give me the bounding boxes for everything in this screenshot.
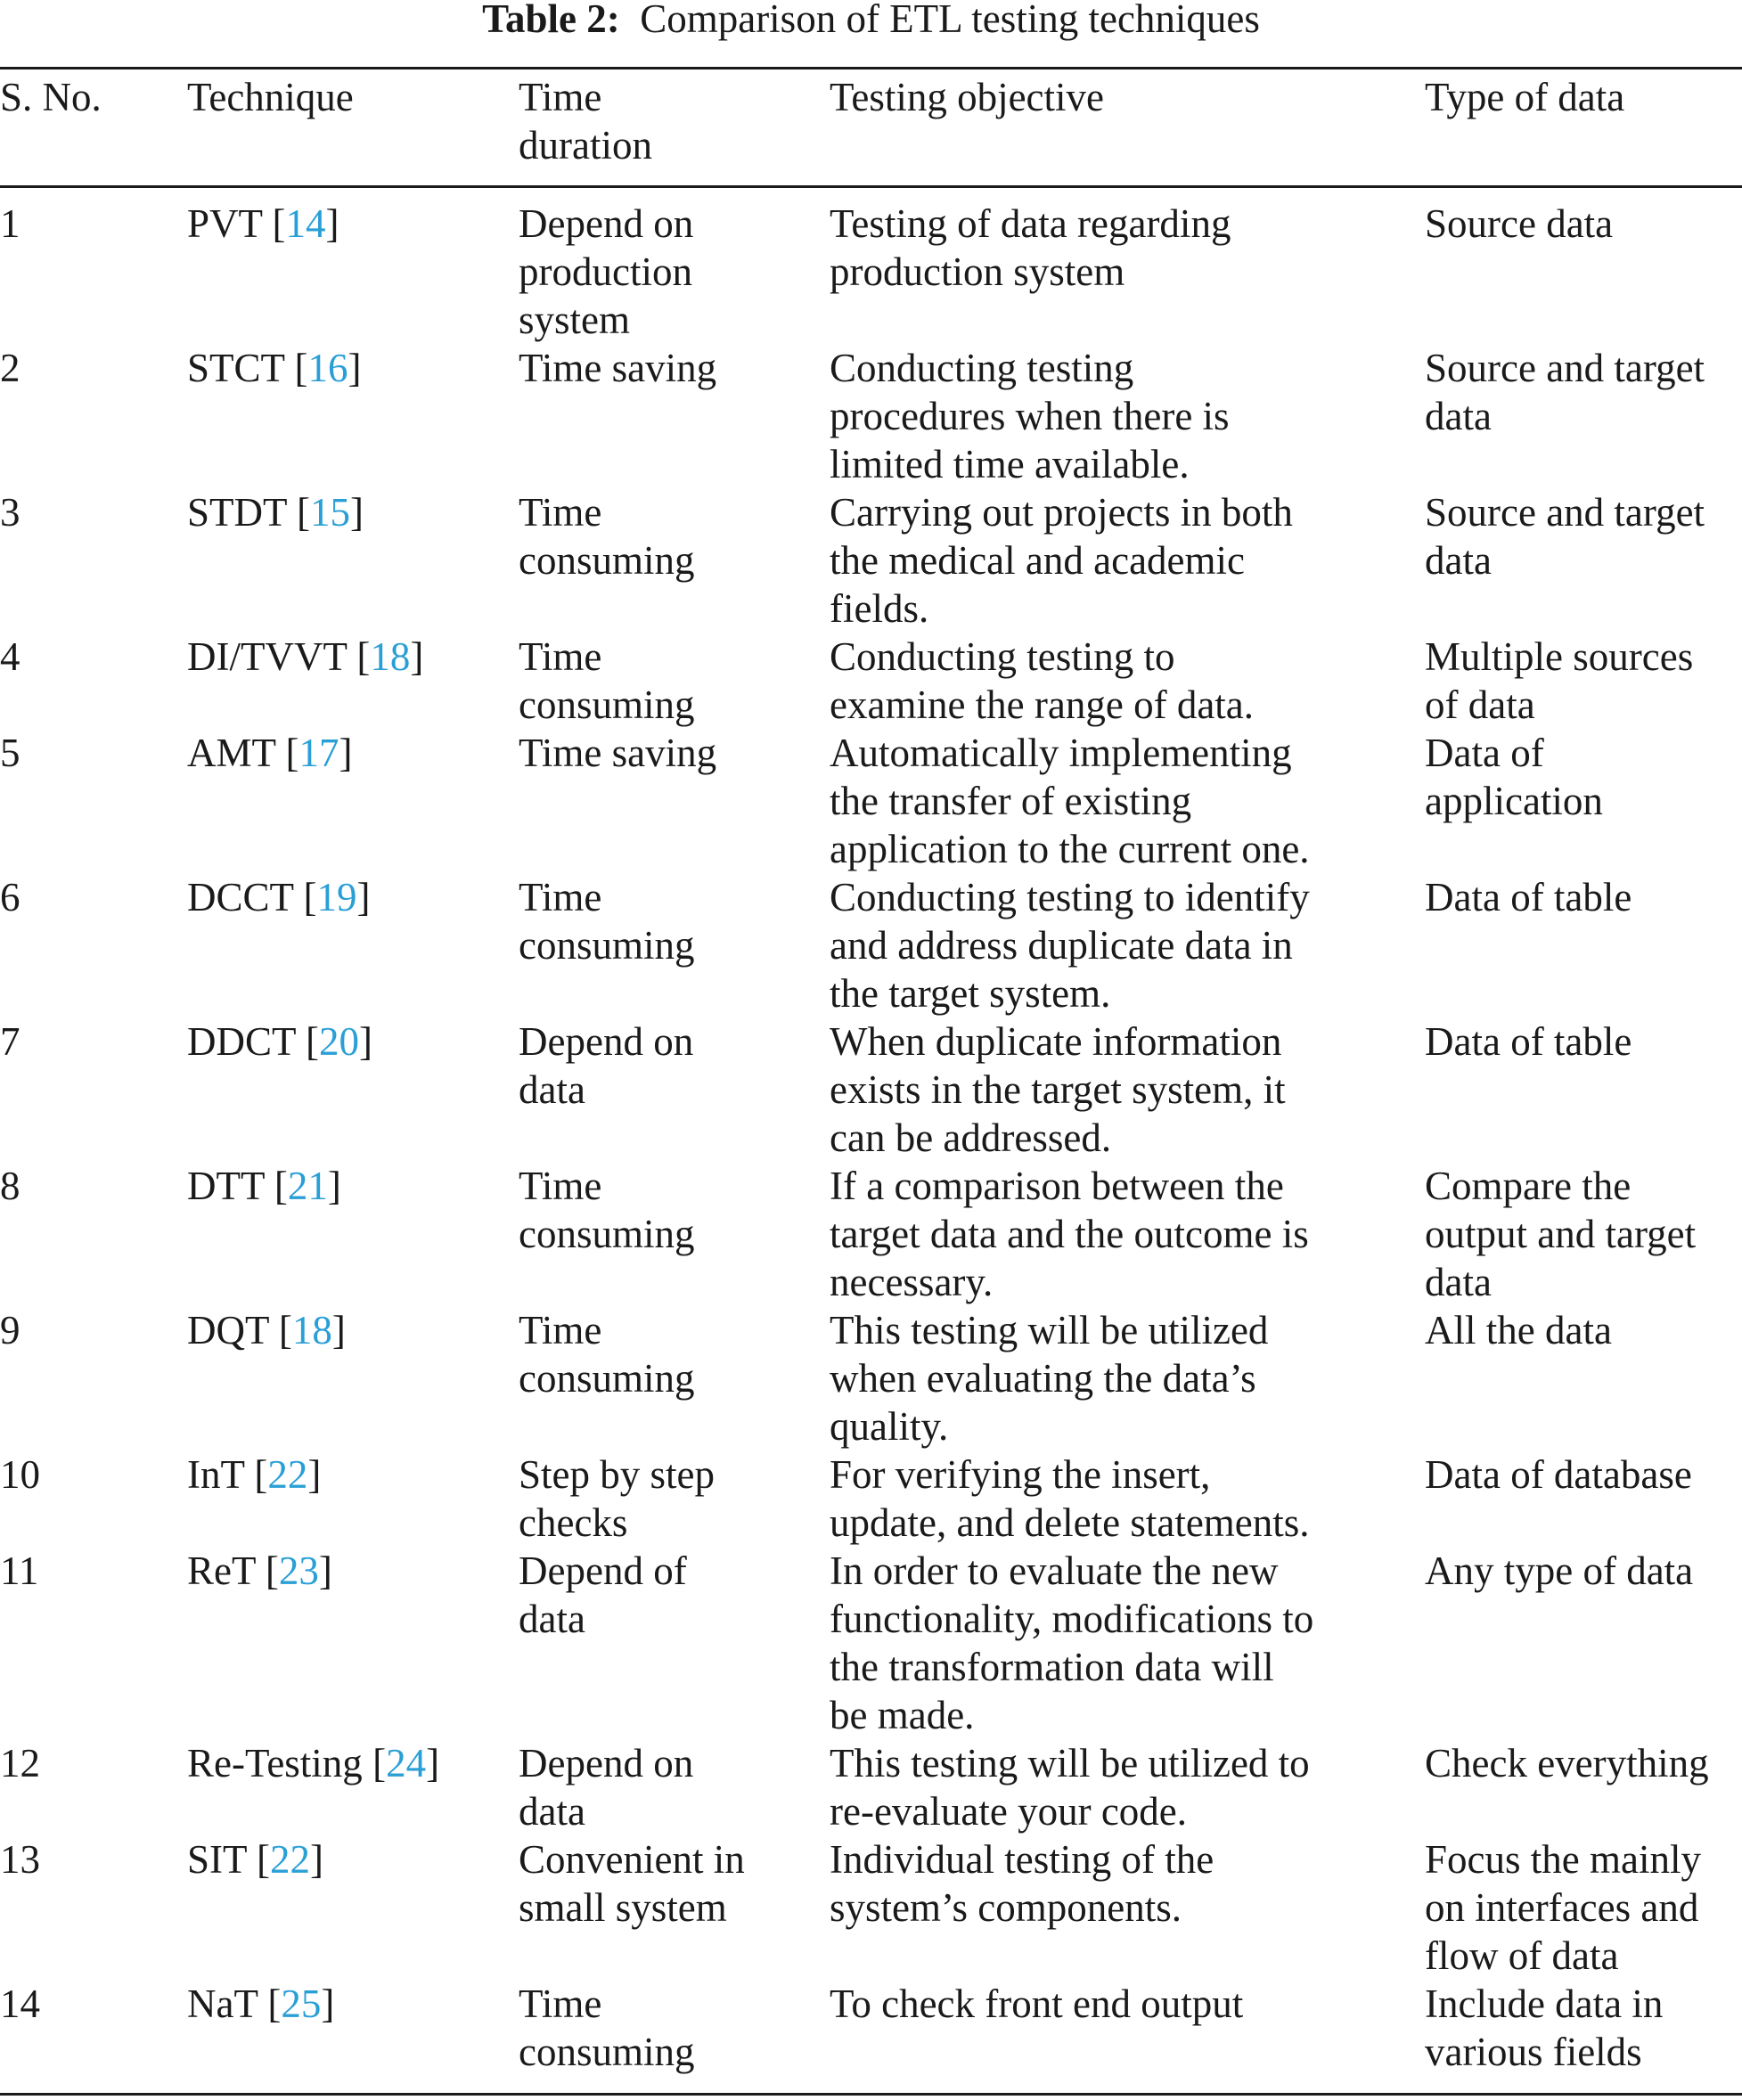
citation-bracket-close: ] [349, 490, 364, 535]
row-testing-objective: This testing will be utilized when evaluating the data’s quality. [830, 1308, 1269, 1449]
row-sno: 7 [0, 1019, 20, 1064]
row-technique [187, 1306, 508, 1354]
citation-link[interactable]: 19 [316, 875, 357, 919]
row-sno: 6 [0, 875, 20, 919]
row-sno: 5 [0, 731, 20, 775]
row-technique [187, 1835, 508, 1883]
row-type-of-data: Data of database [1425, 1452, 1692, 1497]
citation-bracket-open: [ [284, 346, 308, 390]
technique-name: DQT [187, 1308, 269, 1352]
citation-bracket-open: [ [268, 1308, 292, 1352]
row-testing-objective: When duplicate information exists in the target system, it can be addressed. [830, 1019, 1286, 1160]
row-time-duration: Time saving [519, 731, 717, 775]
citation-bracket-open: [ [295, 1019, 319, 1064]
row-technique [187, 873, 508, 921]
citation-bracket-open: [ [362, 1741, 387, 1785]
row-sno: 10 [0, 1452, 40, 1497]
citation-bracket-open: [ [286, 490, 310, 535]
citation-bracket-close: ] [307, 1452, 322, 1497]
citation-link[interactable]: 22 [269, 1837, 310, 1882]
row-technique [187, 1450, 508, 1499]
row-testing-objective: To check front end output [830, 1982, 1244, 2026]
header-technique: Technique [187, 75, 354, 119]
row-technique [187, 1547, 508, 1595]
row-sno: 8 [0, 1164, 20, 1208]
row-testing-objective: Conducting testing to examine the range of data. [830, 634, 1255, 727]
row-testing-objective: Automatically implementing the transfer of existing application to the current one. [830, 731, 1310, 871]
row-type-of-data: Check everything [1425, 1741, 1709, 1785]
table-caption [0, 0, 1742, 45]
technique-name: PVT [187, 201, 263, 246]
row-time-duration: Time saving [519, 346, 717, 390]
row-sno: 14 [0, 1982, 40, 2026]
row-sno: 3 [0, 490, 20, 535]
technique-name: SIT [187, 1837, 247, 1882]
row-type-of-data: Data of application [1425, 731, 1603, 823]
technique-name: DDCT [187, 1019, 296, 1064]
row-technique [187, 1162, 508, 1210]
citation-bracket-close: ] [318, 1548, 332, 1593]
technique-name: DCCT [187, 875, 294, 919]
row-technique [187, 200, 508, 248]
row-technique [187, 1739, 508, 1787]
row-time-duration: Time consuming [519, 1164, 695, 1256]
citation-bracket-open: [ [275, 731, 299, 775]
row-time-duration: Convenient in small system [519, 1837, 745, 1930]
row-technique [187, 729, 508, 777]
row-technique [187, 344, 508, 392]
row-sno: 12 [0, 1741, 40, 1785]
row-testing-objective: Conducting testing procedures when there is limited time available. [830, 346, 1230, 486]
row-time-duration: Time consuming [519, 1982, 695, 2074]
citation-bracket-close: ] [325, 201, 339, 246]
row-type-of-data: Any type of data [1425, 1548, 1694, 1593]
citation-bracket-open: [ [293, 875, 317, 919]
row-sno: 1 [0, 201, 20, 246]
citation-bracket-close: ] [410, 634, 424, 679]
row-sno: 2 [0, 346, 20, 390]
citation-bracket-close: ] [309, 1837, 323, 1882]
citation-bracket-close: ] [356, 875, 371, 919]
table-bottom-rule [0, 2093, 1742, 2096]
citation-link[interactable]: 18 [370, 634, 411, 679]
header-testing-objective: Testing objective [830, 75, 1105, 119]
technique-name: ReT [187, 1548, 256, 1593]
row-testing-objective: For verifying the insert, update, and delete statements. [830, 1452, 1310, 1545]
citation-link[interactable]: 20 [318, 1019, 359, 1064]
row-time-duration: Depend on production system [519, 201, 694, 342]
row-technique [187, 633, 508, 681]
citation-link[interactable]: 18 [291, 1308, 332, 1352]
row-type-of-data: Multiple sources of data [1425, 634, 1694, 727]
row-technique [187, 1980, 508, 2028]
row-time-duration: Depend of data [519, 1548, 687, 1641]
row-type-of-data: Focus the mainly on interfaces and flow of data [1425, 1837, 1701, 1978]
table-caption-title: Comparison of ETL testing techniques [640, 0, 1260, 41]
row-sno: 13 [0, 1837, 40, 1882]
row-type-of-data: Data of table [1425, 1019, 1632, 1064]
row-technique [187, 488, 508, 536]
row-testing-objective: In order to evaluate the new functionality, modifications to the transformation data will be made. [830, 1548, 1314, 1737]
citation-link[interactable]: 21 [287, 1164, 328, 1208]
row-time-duration: Time consuming [519, 634, 695, 727]
citation-bracket-close: ] [331, 1308, 346, 1352]
row-testing-objective: Conducting testing to identify and address duplicate data in the target system. [830, 875, 1310, 1016]
header-sno: S. No. [0, 75, 102, 119]
row-testing-objective: Individual testing of the system’s components. [830, 1837, 1214, 1930]
row-testing-objective: Carrying out projects in both the medical and academic fields. [830, 490, 1293, 631]
row-type-of-data: Source and target data [1425, 490, 1705, 583]
row-testing-objective: If a comparison between the target data and the outcome is necessary. [830, 1164, 1309, 1304]
row-time-duration: Time consuming [519, 875, 695, 968]
row-type-of-data: Source and target data [1425, 346, 1705, 438]
citation-link[interactable]: 17 [299, 731, 339, 775]
citation-bracket-open: [ [246, 1837, 270, 1882]
technique-name: STDT [187, 490, 287, 535]
citation-bracket-open: [ [258, 1982, 282, 2026]
row-time-duration: Step by step checks [519, 1452, 715, 1545]
citation-bracket-open: [ [244, 1452, 268, 1497]
row-testing-objective: This testing will be utilized to re-evaluate your code. [830, 1741, 1310, 1834]
row-technique [187, 1017, 508, 1066]
table-header-rule [0, 185, 1742, 188]
row-sno: 4 [0, 634, 20, 679]
row-type-of-data: Source data [1425, 201, 1614, 246]
citation-link[interactable]: 25 [281, 1982, 322, 2026]
row-type-of-data: All the data [1425, 1308, 1612, 1352]
technique-name: AMT [187, 731, 276, 775]
row-time-duration: Time consuming [519, 490, 695, 583]
citation-link[interactable]: 22 [267, 1452, 308, 1497]
row-type-of-data: Include data in various fields [1425, 1982, 1664, 2074]
technique-name: NaT [187, 1982, 258, 2026]
row-testing-objective: Testing of data regarding production system [830, 201, 1231, 294]
technique-name: DI/TVVT [187, 634, 348, 679]
row-type-of-data: Data of table [1425, 875, 1632, 919]
citation-bracket-close: ] [339, 731, 353, 775]
row-type-of-data: Compare the output and target data [1425, 1164, 1697, 1304]
row-time-duration: Time consuming [519, 1308, 695, 1401]
header-type-of-data: Type of data [1425, 75, 1625, 119]
technique-name: Re-Testing [187, 1741, 363, 1785]
technique-name: InT [187, 1452, 245, 1497]
citation-link[interactable]: 23 [278, 1548, 319, 1593]
citation-link[interactable]: 14 [285, 201, 326, 246]
citation-bracket-close: ] [321, 1982, 335, 2026]
table-top-rule [0, 67, 1742, 69]
header-time-duration: Time duration [519, 75, 652, 168]
citation-bracket-open: [ [255, 1548, 279, 1593]
citation-link[interactable]: 16 [307, 346, 348, 390]
citation-bracket-open: [ [264, 1164, 288, 1208]
citation-bracket-close: ] [426, 1741, 440, 1785]
citation-bracket-open: [ [262, 201, 286, 246]
citation-bracket-close: ] [327, 1164, 341, 1208]
citation-bracket-open: [ [347, 634, 371, 679]
citation-link[interactable]: 24 [386, 1741, 427, 1785]
technique-name: DTT [187, 1164, 265, 1208]
technique-name: STCT [187, 346, 285, 390]
row-sno: 9 [0, 1308, 20, 1352]
citation-bracket-close: ] [358, 1019, 372, 1064]
row-time-duration: Depend on data [519, 1019, 694, 1112]
citation-link[interactable]: 15 [309, 490, 350, 535]
citation-bracket-close: ] [348, 346, 362, 390]
row-time-duration: Depend on data [519, 1741, 694, 1834]
table-caption-label: Table 2: [482, 0, 620, 41]
row-sno: 11 [0, 1548, 39, 1593]
